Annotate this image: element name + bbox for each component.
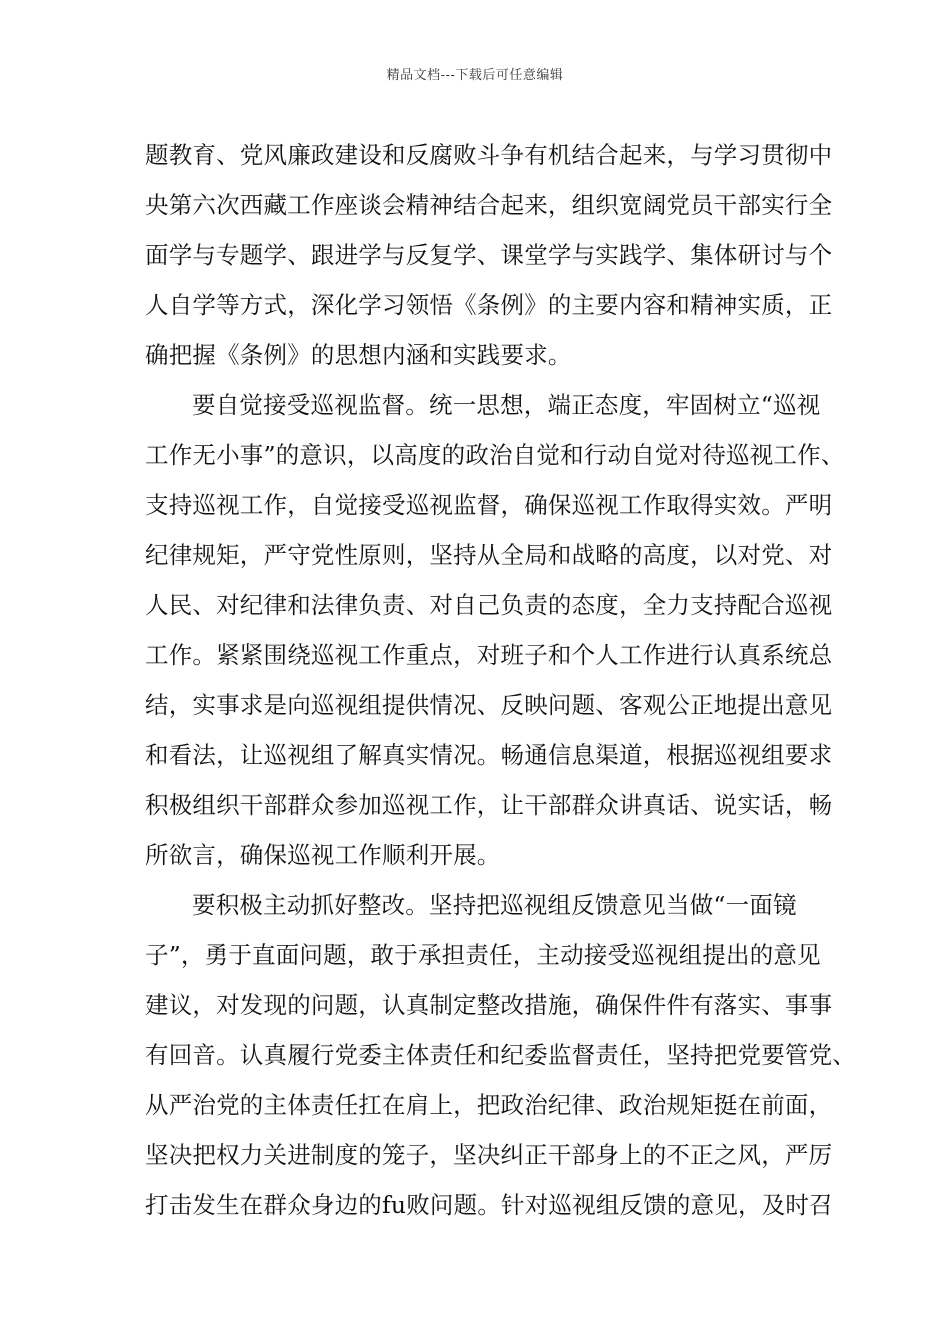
text-line: 工作。紧紧围绕巡视工作重点，对班子和个人工作进行认真系统总: [145, 641, 833, 669]
text-line: 打击发生在群众身边的fu败问题。针对巡视组反馈的意见，及时召: [145, 1191, 833, 1219]
text-line: 题教育、党风廉政建设和反腐败斗争有机结合起来，与学习贯彻中: [145, 141, 833, 169]
text-line: 面学与专题学、跟进学与反复学、课堂学与实践学、集体研讨与个: [145, 241, 833, 269]
text-line: 结，实事求是向巡视组提供情况、反映问题、客观公正地提出意见: [145, 691, 833, 719]
text-line: 人自学等方式，深化学习领悟《条例》的主要内容和精神实质，正: [145, 291, 833, 319]
text-line: 人民、对纪律和法律负责、对自己负责的态度，全力支持配合巡视: [145, 591, 833, 619]
text-line: 所欲言，确保巡视工作顺利开展。: [145, 841, 501, 869]
text-line: 积极组织干部群众参加巡视工作，让干部群众讲真话、说实话，畅: [145, 791, 833, 819]
document-body: [145, 130, 856, 1230]
text-line: 支持巡视工作，自觉接受巡视监督，确保巡视工作取得实效。严明: [145, 491, 833, 519]
text-line: 纪律规矩，严守党性原则，坚持从全局和战略的高度，以对党、对: [145, 541, 833, 569]
text-line: 央第六次西藏工作座谈会精神结合起来，组织宽阔党员干部实行全: [145, 191, 833, 219]
text-line: 坚决把权力关进制度的笼子，坚决纠正干部身上的不正之风，严厉: [145, 1141, 833, 1169]
text-line: 建议，对发现的问题，认真制定整改措施，确保件件有落实、事事: [145, 991, 833, 1019]
text-line: 确把握《条例》的思想内涵和实践要求。: [145, 341, 572, 369]
text-line: 要自觉接受巡视监督。统一思想，端正态度，牢固树立“巡视: [192, 391, 821, 419]
text-line: 子”，勇于直面问题，敢于承担责任，主动接受巡视组提出的意见: [145, 941, 821, 969]
text-line: 工作无小事”的意识，以高度的政治自觉和行动自觉对待巡视工作、: [145, 441, 845, 469]
text-line: 要积极主动抓好整改。坚持把巡视组反馈意见当做“一面镜: [192, 891, 797, 919]
text-line: 和看法，让巡视组了解真实情况。畅通信息渠道，根据巡视组要求: [145, 741, 833, 769]
text-line: 有回音。认真履行党委主体责任和纪委监督责任，坚持把党要管党、: [145, 1041, 856, 1069]
page-header: 精品文档---下载后可任意编辑: [386, 68, 564, 83]
text-line: 从严治党的主体责任扛在肩上，把政治纪律、政治规矩挺在前面，: [145, 1091, 833, 1119]
